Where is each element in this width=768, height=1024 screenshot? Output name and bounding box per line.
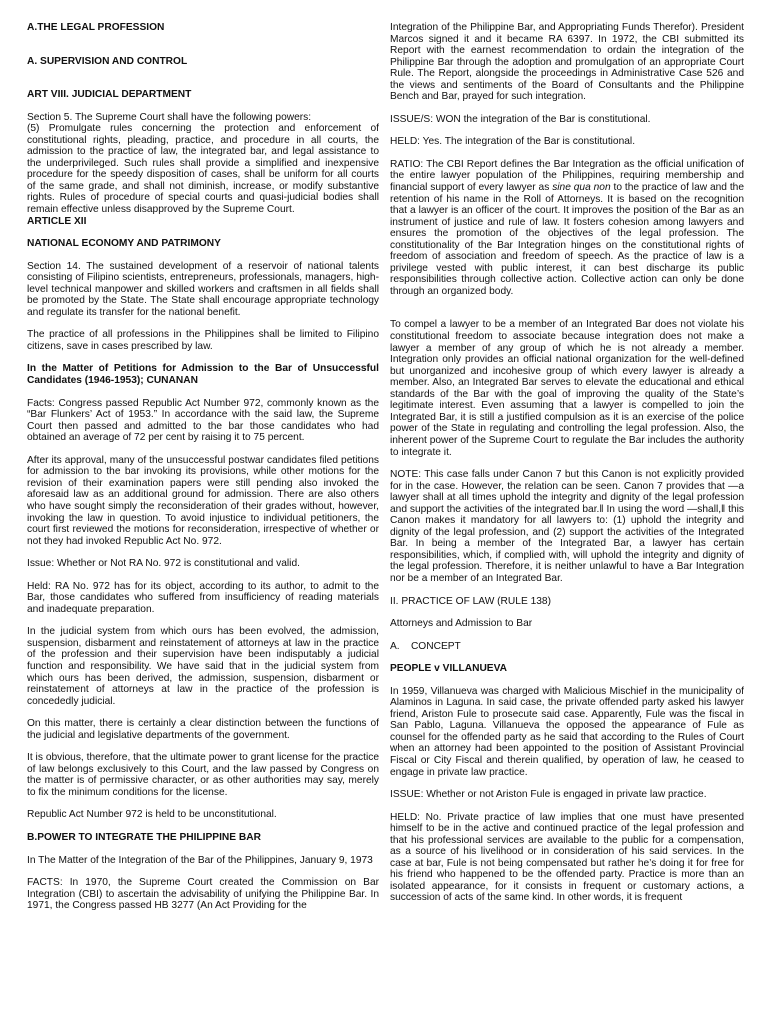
list-heading: A. CONCEPT	[390, 640, 461, 652]
paragraph: In the judicial system from which ours has been evolved, the admission, suspension, disbarment and reinstatement of attorneys at law in the practice of the profession and their supervision have been indisputably a judicial function and responsibility. We have said that in the judicial system from which ours has been derived, the admission, suspension, disbarment or reinstatement of attorneys at law in the practice of the profession is concededly judicial.	[27, 626, 379, 707]
article-subheading: NATIONAL ECONOMY AND PATRIMONY	[27, 238, 221, 250]
paragraph: ISSUE: Whether or not Ariston Fule is engaged in private law practice.	[390, 789, 707, 801]
paragraph: Section 14. The sustained development of a reservoir of national talents consisting of Filipino scientists, entrepreneurs, professionals, managers, high-level technical manpower and skilled workers and craftsmen in all fields shall be promoted by the State. The State shall encourage appropriate technology and regulate its transfer for the national benefit.	[27, 260, 379, 318]
right-column	[390, 22, 744, 904]
paragraph: On this matter, there is certainly a clear distinction between the functions of the judicial and legislative departments of the government.	[27, 718, 379, 741]
subsection-title: A. SUPERVISION AND CONTROL	[27, 55, 188, 67]
paragraph: After its approval, many of the unsuccessful postwar candidates filed petitions for admission to the bar invoking its provisions, while other motions for the revision of their examination papers were still pending also invoked the aforesaid law as an additional ground for admission. There are also others who have sought simply the reconsideration of their grades without, however, invoking the law in question. To avoid injustice to individual petitioners, the court first reviewed the motions for reconsideration, irrespective of whether or not they had invoked Republic Act No. 972.	[27, 454, 379, 547]
section-heading: II. PRACTICE OF LAW (RULE 138)	[390, 595, 551, 607]
paragraph: Issue: Whether or Not RA No. 972 is constitutional and valid.	[27, 558, 300, 570]
paragraph: FACTS: In 1970, the Supreme Court created the Commission on Bar Integration (CBI) to ascertain the advisability of unifying the Philippine Bar. In 1971, the Congress passed HB 3277 (An Act Providing for the	[27, 877, 379, 912]
emphasis-text: sine qua non	[552, 182, 611, 194]
paragraph: NOTE: This case falls under Canon 7 but this Canon is not explicitly provided for in the case. However, the relation can be seen. Canon 7 provides that ―a lawyer shall at all times uphold the integrity and dignity of the legal profession and support the activities of the integrated bar.‖ In using the word ―shall,‖ this Canon makes it mandatory for all lawyers to: (1) uphold the integrity and dignity of the legal profession, and (2) support the activities of the Integrated Bar. In being a member of the Integrated Bar, a lawyer has certain responsibilities, which, if complied with, will uphold the integrity and dignity of the legal profession. Therefore, it is neither unlawful to have a Bar Integration nor be a member of an Integrated Bar.	[390, 469, 744, 584]
paragraph: Facts: Congress passed Republic Act Number 972, commonly known as the “Bar Flunkers’ Act of 1953.” In accordance with the said law, the Supreme Court then passed and admitted to the bar those candidates who had obtained an average of 72 per cent by raising it to 75 percent.	[27, 397, 379, 444]
paragraph: Attorneys and Admission to Bar	[390, 618, 533, 630]
paragraph: Integration of the Philippine Bar, and Appropriating Funds Therefor). President Marcos signed it and it became RA 6397. In 1972, the CBI submitted its Report with the earnest recommendation to ordain the integration of the Philippine Bar through the adoption and promulgation of an appropriate Court Rule. The Report, alongside the proceedings in Administrative Case 526 and the views and sentiments of the Board of Consultants and the Philippine Bench and Bar, prayed for such integration.	[390, 22, 744, 103]
paragraph: In 1959, Villanueva was charged with Malicious Mischief in the municipality of Alaminos in Laguna. In said case, the private offended party asked his lawyer friend, Ariston Fule to prosecute said case. Apparently, Fule was the fiscal in San Pablo, Laguna. Villanueva the opposed the appearance of Fule as counsel for the offended party as he said that according to the Rules of Court when an attorney had been appointed to the position of Assistant Provincial Fiscal or City Fiscal and therein qualified, by operation of law, he ceased to engage in private law practice.	[390, 685, 744, 778]
paragraph: HELD: No. Private practice of law implies that one must have presented himself to be in the active and continued practice of the legal profession and that his professional services are available to the public for a compensation, as a source of his livelihood or in consideration of his said services. In the case at bar, Fule is not being compensated but rather he’s doing it for free for his friend who happened to be the offended party. Practice is more than an isolated appearance, for it consists in frequent or customary actions, a succession of acts of the same kind. In other words, it is frequent	[390, 811, 744, 904]
section-title: A.THE LEGAL PROFESSION	[27, 22, 165, 33]
case-heading: PEOPLE v VILLANUEVA	[390, 663, 507, 675]
paragraph: Section 5. The Supreme Court shall have the following powers:	[27, 111, 312, 123]
paragraph	[390, 159, 744, 298]
article-heading: ARTICLE XII	[27, 215, 87, 227]
section-heading: B.POWER TO INTEGRATE THE PHILIPPINE BAR	[27, 831, 261, 843]
ratio-text: to the practice of law and the retention of his name in the Roll of Attorneys. It is based on the recognition that a lawyer is an officer of the court. It improves the position of the Bar as an instrument of justice and rule of law. It fosters cohesion among lawyers and ensures the promotion of the objectives of the legal profession. The constitutionality of the Bar Integration hinges on the constitutional rights of freedom of association and freedom of speech. As the practice of law is a privilege vested with public interest, it can best discharge its public responsibilities through collective action. Collective action can only be done through an organized body.	[390, 182, 744, 297]
left-column	[27, 22, 379, 912]
paragraph: Held: RA No. 972 has for its object, according to its author, to admit to the Bar, those candidates who suffered from insufficiency of reading materials and inadequate preparation.	[27, 580, 379, 615]
paragraph: It is obvious, therefore, that the ultimate power to grant license for the practice of law belongs exclusively to this Court, and the law passed by Congress on the matter is of permissive character, or as other authorities may say, merely to fix the minimum conditions for the license.	[27, 752, 379, 798]
paragraph: (5) Promulgate rules concerning the protection and enforcement of constitutional rights, pleading, practice, and procedure in all courts, the admission to the practice of law, the integrated bar, and legal assistance to the underprivileged. Such rules shall provide a simplified and inexpensive procedure for the speedy disposition of cases, shall be uniform for all courts of the same grade, and shall not diminish, increase, or modify substantive rights. Rules of procedure of special courts and quasi-judicial bodies shall remain effective unless disapproved by the Supreme Court.	[27, 123, 379, 216]
article-heading: ART VIII. JUDICIAL DEPARTMENT	[27, 89, 192, 101]
paragraph: In The Matter of the Integration of the Bar of the Philippines, January 9, 1973	[27, 854, 373, 866]
paragraph: To compel a lawyer to be a member of an Integrated Bar does not violate his constitutional freedom to associate because integration does not make a lawyer a member of any group of which he is not already a member. Integration only provides an official national organization for the well-defined but unorganized and incohesive group of which every lawyer is already a member. Also, an Integrated Bar serves to elevate the educational and ethical standards of the Bar with the goal of improving the quality of the State’s legitimate interest. Even assuming that a lawyer is compelled to join the Integrated Bar, it is still a justified compulsion as it is an exercise of the police power of the State in regulating and controlling the legal profession. Also, the inherent power of the Supreme Court to regulate the Bar includes the authority to integrate it.	[390, 319, 744, 458]
paragraph: ISSUE/S: WON the integration of the Bar is constitutional.	[390, 113, 651, 125]
ratio-text: RATIO: The CBI Report defines the Bar Integration as the official unification of the entire lawyer population of the Philippines, requiring membership and financial support of every lawyer as	[390, 158, 744, 194]
paragraph: Republic Act Number 972 is held to be unconstitutional.	[27, 809, 277, 821]
paragraph: The practice of all professions in the Philippines shall be limited to Filipino citizens, save in cases prescribed by law.	[27, 329, 379, 352]
case-heading: In the Matter of Petitions for Admission to the Bar of Unsuccessful Candidates (1946-1953); CUNANAN	[27, 363, 379, 387]
paragraph: HELD: Yes. The integration of the Bar is constitutional.	[390, 136, 636, 148]
